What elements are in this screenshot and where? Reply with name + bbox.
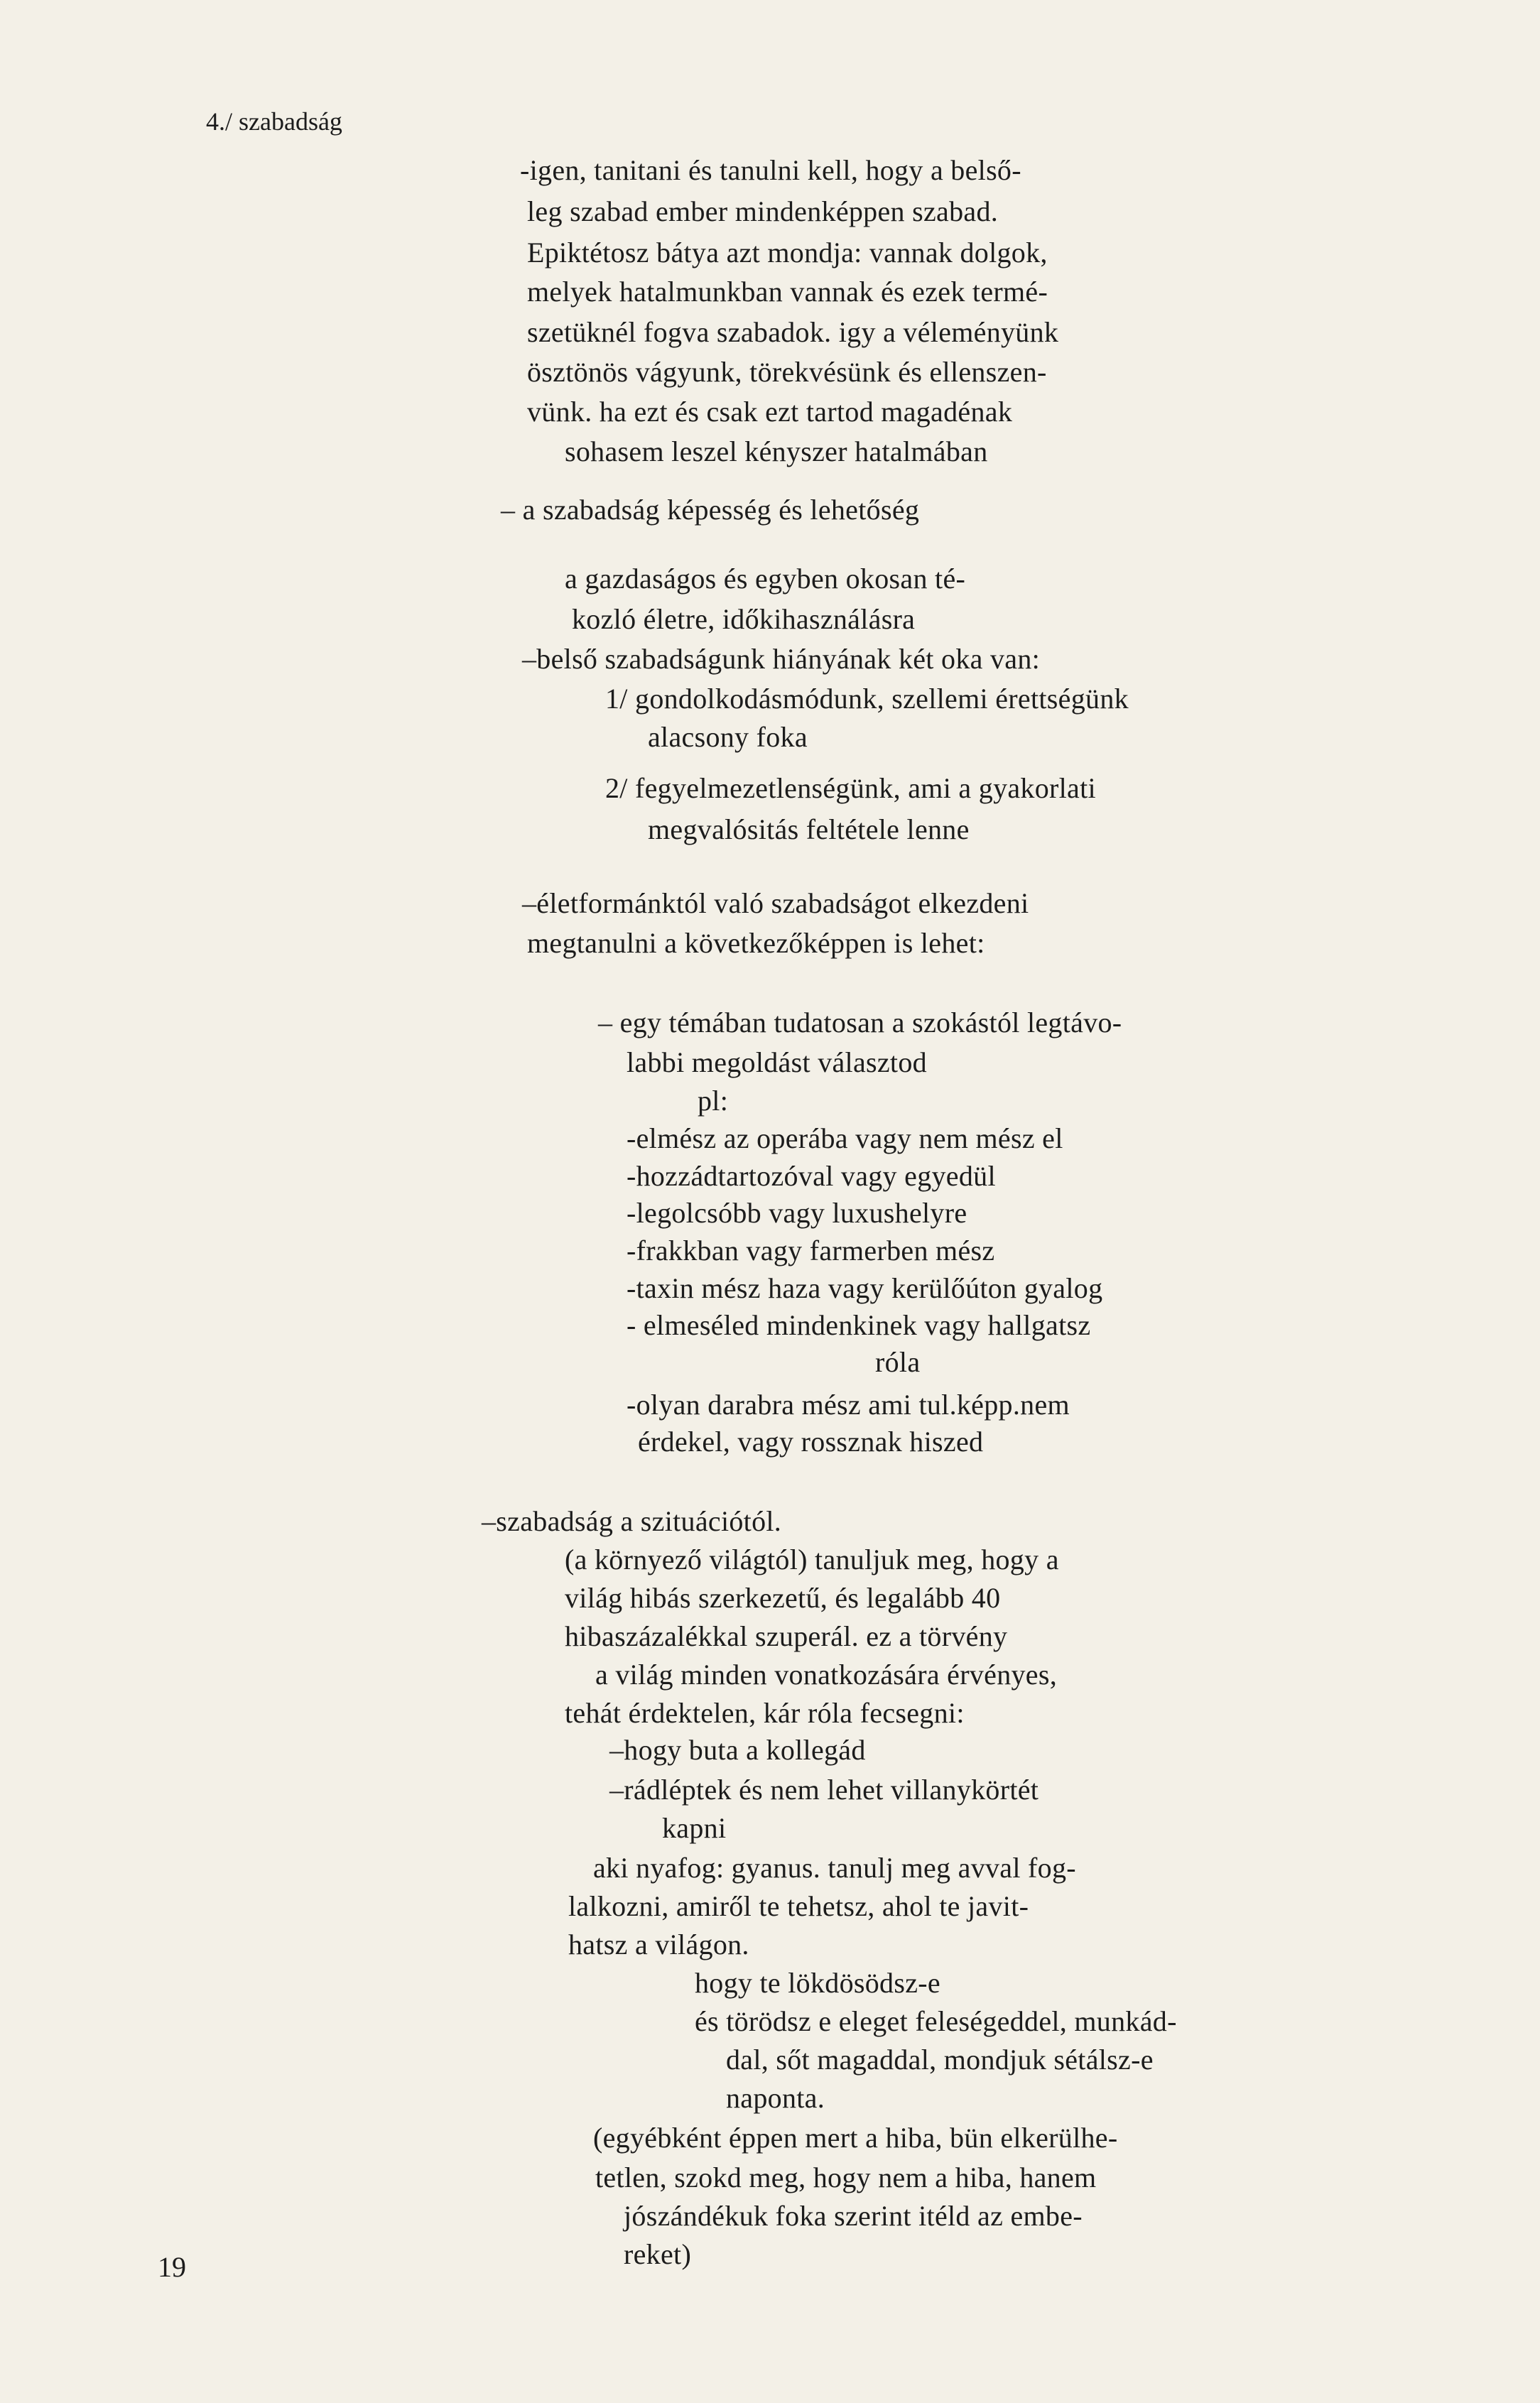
text-line: megvalósitás feltétele lenne xyxy=(648,813,970,845)
text-line: róla xyxy=(875,1346,921,1378)
text-line: megtanulni a következőképpen is lehet: xyxy=(527,927,985,959)
text-line: kapni xyxy=(662,1812,727,1844)
text-line: -taxin mész haza vagy kerülőúton gyalog xyxy=(627,1272,1103,1304)
text-line: aki nyafog: gyanus. tanulj meg avval fog- xyxy=(593,1852,1076,1884)
text-line: hogy te lökdösödsz-e xyxy=(695,1967,940,1999)
text-line: 1/ gondolkodásmódunk, szellemi érettségünk xyxy=(605,683,1129,715)
text-line: naponta. xyxy=(726,2082,825,2114)
text-line: és törödsz e eleget feleségeddel, munkád- xyxy=(695,2005,1177,2037)
text-line: tetlen, szokd meg, hogy nem a hiba, hanem xyxy=(595,2161,1097,2193)
text-line: reket) xyxy=(624,2238,692,2270)
section-heading: 4./ szabadság xyxy=(206,107,342,136)
text-line: –szabadság a szituációtól. xyxy=(482,1505,782,1537)
text-line: jószándékuk foka szerint itéld az embe- xyxy=(624,2200,1083,2232)
text-line: melyek hatalmunkban vannak és ezek termé- xyxy=(527,276,1048,308)
text-line: –hogy buta a kollegád xyxy=(609,1734,866,1766)
text-line: – egy témában tudatosan a szokástól legtávo- xyxy=(598,1007,1122,1038)
text-line: –belső szabadságunk hiányának két oka van: xyxy=(522,643,1041,675)
text-line: Epiktétosz bátya azt mondja: vannak dolgok, xyxy=(527,237,1048,268)
text-line: -frakkban vagy farmerben mész xyxy=(627,1235,995,1266)
text-line: -legolcsóbb vagy luxushelyre xyxy=(627,1197,967,1229)
text-line: kozló életre, időkihasználásra xyxy=(572,603,916,635)
text-line: (egyébként éppen mert a hiba, bün elkerülhe- xyxy=(593,2122,1118,2154)
text-line: tehát érdektelen, kár róla fecsegni: xyxy=(565,1697,965,1729)
text-line: szetüknél fogva szabadok. igy a véleményünk xyxy=(527,316,1059,348)
text-line: -igen, tanitani és tanulni kell, hogy a belső- xyxy=(520,154,1021,186)
text-line: (a környező világtól) tanuljuk meg, hogy a xyxy=(565,1544,1059,1575)
text-line: pl: xyxy=(698,1085,729,1117)
text-line: -olyan darabra mész ami tul.képp.nem xyxy=(627,1389,1070,1421)
text-line: sohasem leszel kényszer hatalmában xyxy=(565,435,988,467)
text-line: hatsz a világon. xyxy=(568,1929,749,1960)
text-line: -elmész az operába vagy nem mész el xyxy=(627,1122,1063,1154)
page-number: 19 xyxy=(158,2251,186,2283)
text-line: –életformánktól való szabadságot elkezdeni xyxy=(522,887,1029,919)
text-line: alacsony foka xyxy=(648,721,808,753)
text-line: világ hibás szerkezetű, és legalább 40 xyxy=(565,1582,1001,1614)
text-line: érdekel, vagy rossznak hiszed xyxy=(638,1426,984,1458)
text-line: a gazdaságos és egyben okosan té- xyxy=(565,563,966,595)
text-line: hibaszázalékkal szuperál. ez a törvény xyxy=(565,1620,1008,1652)
text-line: labbi megoldást választod xyxy=(627,1046,927,1078)
text-line: 2/ fegyelmezetlenségünk, ami a gyakorlati xyxy=(605,772,1096,804)
text-line: vünk. ha ezt és csak ezt tartod magadénak xyxy=(527,396,1013,428)
text-line: leg szabad ember mindenképpen szabad. xyxy=(527,195,999,227)
text-line: ösztönös vágyunk, törekvésünk és ellenszen- xyxy=(527,356,1047,388)
text-line: lalkozni, amiről te tehetsz, ahol te javit- xyxy=(568,1890,1029,1922)
text-line: dal, sőt magaddal, mondjuk sétálsz-e xyxy=(726,2044,1154,2076)
text-line: – a szabadság képesség és lehetőség xyxy=(501,494,920,526)
text-line: –rádléptek és nem lehet villanykörtét xyxy=(609,1774,1039,1806)
text-line: - elmeséled mindenkinek vagy hallgatsz xyxy=(627,1309,1091,1341)
text-line: -hozzádtartozóval vagy egyedül xyxy=(627,1160,996,1192)
text-line: a világ minden vonatkozására érvényes, xyxy=(595,1659,1058,1691)
